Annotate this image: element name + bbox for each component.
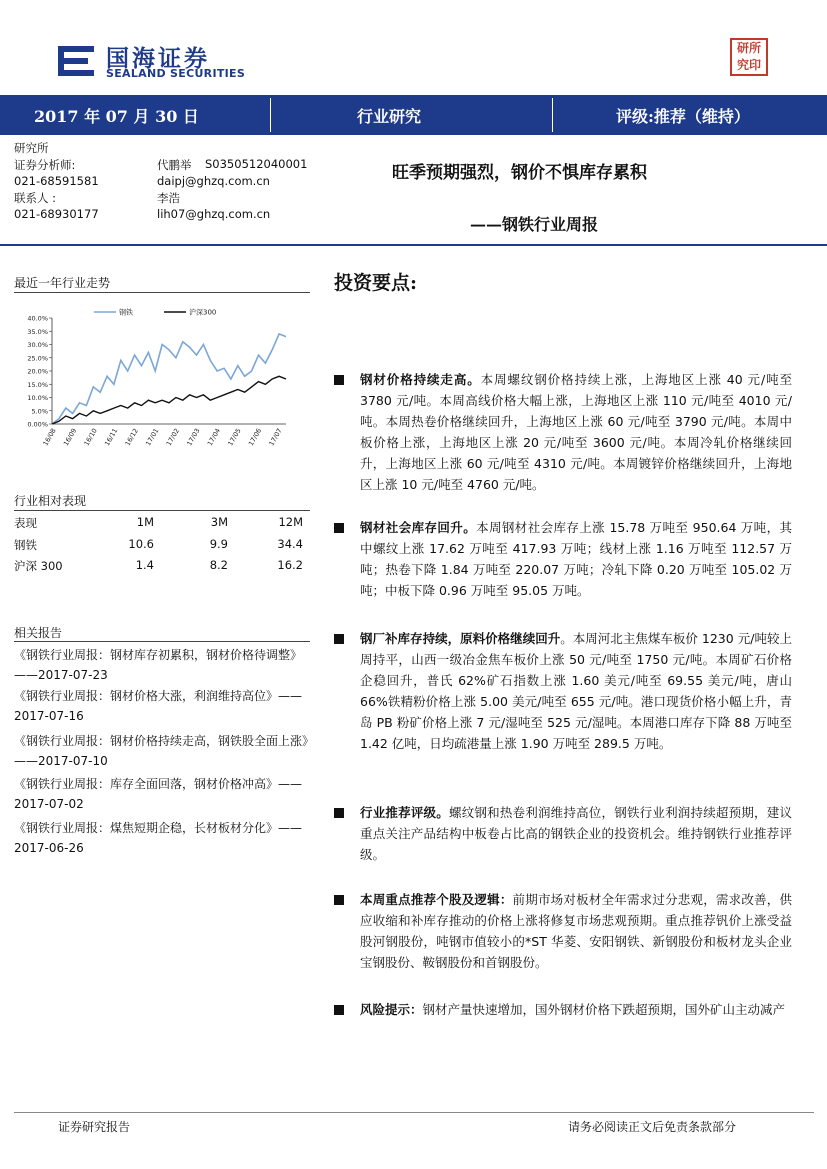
report-subtitle: ——钢铁行业周报 [470, 215, 599, 234]
y-tick-label: 5.0% [31, 407, 48, 416]
point-heading: 行业推荐评级。 [360, 805, 449, 820]
report-title: 旺季预期强烈，钢价不惧库存累积 [392, 163, 647, 183]
y-tick-label: 0.00% [27, 420, 48, 429]
related-report-item[interactable]: 《钢铁行业周报：钢材价格持续走高，钢铁股全面上涨》——2017-07-10 [14, 734, 315, 768]
point-body: 。本周河北主焦煤车板价 1230 元/吨较上周持平，山西一级冶金焦车板价上涨 50 元/吨至 1750 元/吨。本周矿石价格企稳回升，普氏 62%矿石指数上涨 1.60 美元/吨至 69.55 美元/吨，唐山 66%铁精粉价格上涨 5.00 美元/吨至 655 元/吨。港口现货价格小幅上升，青岛 PB 粉矿价格上涨 7 元/湿吨至 525 元/湿吨。本周港口库存下降 88 万吨至 1.42 亿吨，日均疏港量上涨 1.90 万吨至 289.5 万吨。 [360, 631, 792, 751]
table-header-1m: 1M [136, 515, 154, 529]
contact-email[interactable]: lih07@ghzq.com.cn [157, 207, 271, 221]
investment-point [360, 889, 792, 973]
analyst-name: 代鹏举 [157, 158, 192, 172]
industry-rating: 评级:推荐（维持） [616, 107, 750, 126]
x-tick-label: 16/12 [123, 427, 140, 448]
bullet-icon [334, 375, 344, 385]
brand-name-en: SEALAND SECURITIES [106, 67, 246, 80]
section-divider [14, 641, 310, 642]
y-tick-label: 40.0% [27, 314, 48, 323]
industry-trend-chart [14, 300, 310, 460]
y-tick-label: 10.0% [27, 394, 48, 402]
x-tick-label: 17/01 [144, 427, 161, 448]
institute-seal: 研所 究印 [730, 38, 768, 76]
point-heading: 本周重点推荐个股及逻辑： [360, 892, 513, 907]
institute-label: 研究所 [14, 141, 49, 155]
table-header-label: 表现 [14, 516, 37, 530]
legend-label: 钢铁 [119, 308, 133, 317]
related-report-item[interactable]: 《钢铁行业周报：钢材库存初累积，钢材价格待调整》——2017-07-23 [14, 648, 303, 682]
related-report-item[interactable]: 《钢铁行业周报：钢材价格大涨，利润维持高位》——2017-07-16 [14, 689, 303, 723]
banner-divider [552, 98, 553, 132]
section-divider [14, 510, 310, 511]
point-heading: 钢厂补库存持续，原料价格继续回升 [360, 631, 561, 646]
analyst-label: 证券分析师: [14, 158, 76, 172]
table-cell: 16.2 [277, 558, 303, 572]
series-line-steel [52, 334, 286, 424]
bullet-icon [334, 1005, 344, 1015]
x-tick-label: 16/11 [103, 427, 120, 448]
performance-section-title: 行业相对表现 [14, 494, 87, 508]
investment-point [360, 628, 792, 754]
x-tick-label: 17/03 [185, 427, 202, 448]
bullet-icon [334, 634, 344, 644]
related-section-title: 相关报告 [14, 626, 63, 640]
related-report-item[interactable]: 《钢铁行业周报：库存全面回落，钢材价格冲高》——2017-07-02 [14, 777, 303, 811]
point-heading: 钢材社会库存回升。 [360, 520, 477, 535]
contact-phone: 021-68930177 [14, 207, 99, 221]
section-divider [14, 292, 310, 293]
table-cell: 10.6 [128, 537, 154, 551]
investment-point [360, 802, 792, 865]
x-tick-label: 16/09 [61, 427, 79, 448]
table-row-label: 沪深 300 [14, 559, 63, 573]
point-body: 本周钢材社会库存上涨 15.78 万吨至 950.64 万吨，其中螺纹上涨 17.62 万吨至 417.93 万吨；线材上涨 1.16 万吨至 112.57 万吨；热卷下降 1.84 万吨至 220.07 万吨；冷轧下降 0.20 万吨至 105.02 万吨；中板下降 0.96 万吨至 95.05 万吨。 [360, 520, 792, 598]
x-tick-label: 17/06 [246, 427, 264, 448]
point-body: 螺纹钢和热卷利润维持高位，钢铁行业利润持续超预期，建议重点关注产品结构中板卷占比高的钢铁企业的投资机会。维持钢铁行业推荐评级。 [360, 805, 792, 862]
investment-point [360, 369, 792, 495]
investment-point [360, 517, 792, 601]
table-cell: 8.2 [209, 558, 228, 572]
point-body: 本周螺纹钢价格持续上涨，上海地区上涨 40 元/吨至 3780 元/吨。本周高线价格大幅上涨，上海地区上涨 110 元/吨至 4010 元/吨。本周热卷价格继续回升，上海地区上涨 60 元/吨至 3790 元/吨。本周中板价格上涨，上海地区上涨 20 元/吨至 3600 元/吨。本周冷轧价格继续回升，上海地区上涨 60 元/吨至 4310 元/吨。本周镀锌价格继续回升，上海地区上涨 10 元/吨至 4760 元/吨。 [360, 372, 792, 492]
banner-divider [270, 98, 271, 132]
y-tick-label: 20.0% [27, 367, 48, 376]
table-cell: 34.4 [277, 537, 303, 551]
footer-divider [14, 1112, 814, 1113]
point-heading: 钢材价格持续走高。 [360, 372, 481, 387]
x-tick-label: 17/02 [164, 427, 182, 448]
x-tick-label: 16/10 [82, 427, 99, 448]
series-line-hs300 [52, 376, 286, 424]
x-tick-label: 17/04 [205, 427, 223, 448]
footer-disclaimer: 请务必阅读正文后免责条款部分 [568, 1120, 737, 1134]
bullet-icon [334, 523, 344, 533]
report-date: 2017 年 07 月 30 日 [34, 107, 199, 126]
contact-label: 联系人 : [14, 191, 57, 205]
table-cell: 1.4 [135, 558, 154, 572]
brand-name-cn: 国海证券 [106, 46, 210, 72]
x-tick-label: 17/07 [267, 427, 284, 448]
bullet-icon [334, 895, 344, 905]
table-header-12m: 12M [278, 515, 303, 529]
report-type: 行业研究 [357, 107, 422, 126]
y-tick-label: 35.0% [27, 327, 48, 336]
investment-point [360, 999, 792, 1020]
y-tick-label: 25.0% [27, 354, 48, 363]
point-body: 钢材产量快速增加，国外钢材价格下跌超预期，国外矿山主动减产 [422, 1002, 786, 1017]
x-tick-label: 16/08 [41, 427, 58, 448]
analyst-license: S0350512040001 [205, 157, 308, 171]
related-report-item[interactable]: 《钢铁行业周报：煤焦短期企稳，长材板材分化》——2017-06-26 [14, 821, 303, 855]
x-tick-label: 17/05 [226, 427, 243, 448]
sealand-logo-icon [54, 40, 98, 82]
table-header-3m: 3M [210, 515, 228, 529]
investment-points-title: 投资要点: [334, 272, 418, 294]
y-tick-label: 30.0% [27, 341, 48, 349]
bullet-icon [334, 808, 344, 818]
header-divider [0, 244, 827, 246]
trend-section-title: 最近一年行业走势 [14, 276, 111, 290]
table-row-label: 钢铁 [14, 538, 37, 552]
y-tick-label: 15.0% [27, 380, 48, 389]
point-body: 前期市场对板材全年需求过分悲观，需求改善，供应收缩和补库存推动的价格上涨将修复市场悲观预期。重点推荐钒价上涨受益股河钢股份，吨钢市值较小的*ST 华菱、安阳钢铁、新钢股份和板材龙头企业宝钢股份、鞍钢股份和首钢股份。 [360, 892, 792, 970]
footer-label: 证券研究报告 [58, 1120, 131, 1134]
legend-label: 沪深300 [189, 308, 217, 317]
contact-name: 李浩 [157, 191, 180, 205]
analyst-email[interactable]: daipj@ghzq.com.cn [157, 174, 270, 188]
analyst-phone: 021-68591581 [14, 174, 99, 188]
point-heading: 风险提示： [360, 1002, 423, 1017]
table-cell: 9.9 [209, 537, 228, 551]
